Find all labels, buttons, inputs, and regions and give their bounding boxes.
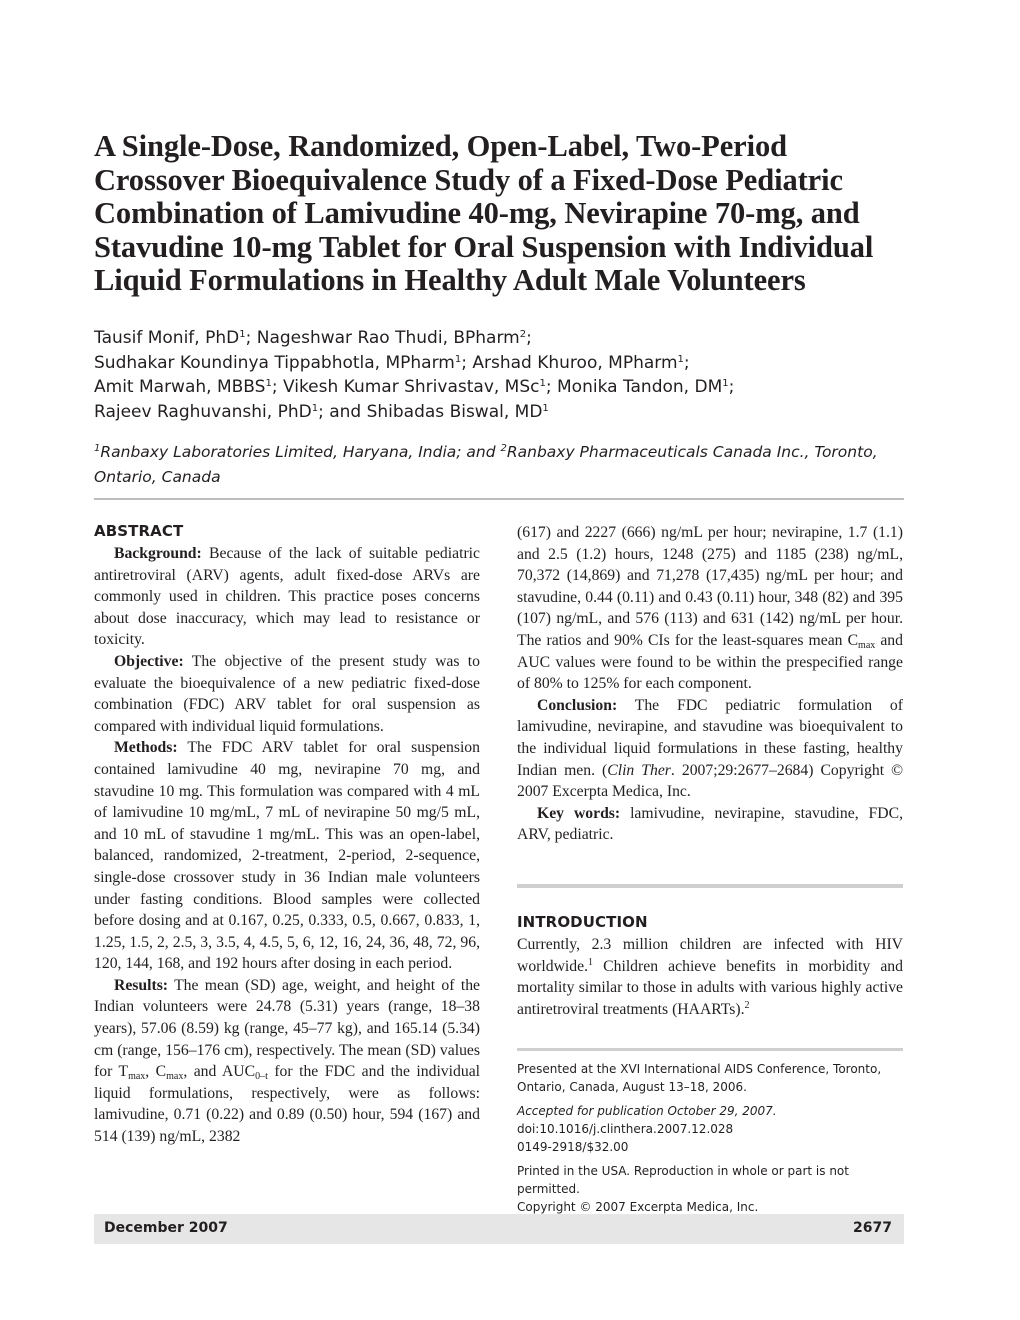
abstract-results: Results: The mean (SD) age, weight, and height of the Indian volunteers were 24.78 (5.31) years (range, 18–38 years), 57.06 (8.59) kg (range, 45–77 kg), and 165.14 (5.34) cm (range, 156–176 cm), respectively. The mean (SD) values for $T_{max}$, $C_{max}$, and $AUC_{0-t}$ for the FDC and the individual liquid formulations, respectively, were as follows: lamivudine, 0.71 (0.22) and 0.89 (0.50) hour, 594 (167) and 514 (139) ng/mL, 2382 <box>94 976 481 1146</box>
article-title: A Single-Dose, Randomized, Open-Label, Two-Period Crossover Bioequivalence Study of a Fixed-Dose Pediatric Combination of Lamivudine 40-mg, Nevirapine 70-mg, and Stavudine 10-mg Tablet for Oral Suspension with Individual Liquid Formulations in Healthy Adult Male Volunteers <box>94 129 874 297</box>
footnote-divider <box>517 1048 903 1051</box>
presented-note: Presented at the XVI International AIDS Conference, Toronto, Ontario, Canada, August 13–18, 2006. <box>517 1062 882 1094</box>
printed-note: Printed in the USA. Reproduction in whole or part is not permitted. <box>517 1164 849 1196</box>
accepted-note: Accepted for publication October 29, 2007. <box>517 1104 777 1118</box>
abstract-methods: Methods: The FDC ARV tablet for oral suspension contained lamivudine 40 mg, nevirapine 70 mg, and stavudine 10 mg. This formulation was compared with 4 mL of lamivudine 10 mg/mL, 7 mL of nevirapine 50 mg/5 mL, and 10 mL of stavudine 1 mg/mL. This was an open-label, balanced, randomized, 2-treatment, 2-period, 2-sequence, single-dose crossover study in 36 Indian male volunteers under fasting conditions. Blood samples were collected before dosing and at 0.167, 0.25, 0.333, 0.5, 0.667, 0.833, 1, 1.25, 1.5, 2, 2.5, 3, 3.5, 4, 4.5, 5, 6, 12, 16, 24, 36, 48, 72, 96, 120, 144, 168, and 192 hours after dosing in each period. <box>94 739 480 973</box>
header-divider <box>94 498 904 500</box>
introduction-paragraph: Currently, 2.3 million children are infected with HIV worldwide.$^1$ Children achieve benefits in morbidity and mortality similar to those in adults with various highly active antiretroviral treatments (HAARTs).$^2$ <box>517 936 903 1018</box>
page-number: 2677 <box>853 1220 892 1236</box>
author-line: Tausif Monif, PhD$^1$; Nageshwar Rao Thudi, BPharm$^2$; <box>94 328 532 348</box>
abstract-left-column <box>94 520 480 1148</box>
doi-note: doi:10.1016/j.clinthera.2007.12.028 <box>517 1122 734 1136</box>
author-list <box>94 326 924 424</box>
article-footnotes <box>517 1060 903 1216</box>
abstract-divider <box>517 884 903 888</box>
copyright-note: Copyright © 2007 Excerpta Medica, Inc. <box>517 1200 759 1214</box>
author-line: Rajeev Raghuvanshi, PhD$^1$; and Shibadas Biswal, $MD^1$ <box>94 401 549 422</box>
abstract-results-continued: (617) and 2227 (666) ng/mL per hour; nevirapine, 1.7 (1.1) and 2.5 (1.2) hours, 1248 (275) and 1185 (238) ng/mL, 70,372 (14,869) and 71,278 (17,435) ng/mL per hour; and stavudine, 0.44 (0.11) and 0.43 (0.11) hour, 348 (82) and 395 (107) ng/mL, and 576 (113) and 631 (142) ng/mL per hour. The ratios and 90% CIs for the least-squares mean $C_{max}$ and AUC values were found to be within the prespecified range of 80% to 125% for each component. <box>517 524 903 693</box>
author-line: Amit Marwah, MBBS$^1$; Vikesh Kumar Shrivastav, MSc$^1$; Monika Tandon, $DM^1$; <box>94 377 735 397</box>
abstract-right-column <box>517 522 903 846</box>
abstract-keywords: Key words: lamivudine, nevirapine, stavudine, FDC, ARV, pediatric. <box>517 804 903 844</box>
issue-date: December 2007 <box>104 1220 228 1236</box>
introduction-heading: INTRODUCTION <box>517 913 648 931</box>
introduction-section <box>517 911 903 1020</box>
issn-note: 0149-2918/$32.00 <box>517 1140 629 1154</box>
abstract-background: Background: Because of the lack of suitable pediatric antiretroviral (ARV) agents, adult fixed-dose ARVs are commonly used in children. This practice poses concerns about dose inaccuracy, which may lead to resistance or toxicity. <box>94 545 480 649</box>
abstract-objective: Objective: The objective of the present study was to evaluate the bioequivalence of a new pediatric fixed-dose combination (FDC) ARV tablet for oral suspension as compared with individual liquid formulations. <box>94 652 480 735</box>
author-affiliation: $^1$Ranbaxy Laboratories Limited, Haryana, India; and $^2$Ranbaxy Pharmaceuticals Canada Inc., Toronto, Ontario, Canada <box>94 443 878 486</box>
abstract-heading: ABSTRACT <box>94 522 184 540</box>
author-line: Sudhakar Koundinya Tippabhotla, MPharm$^1$; Arshad Khuroo, MPharm$^1$; <box>94 352 690 373</box>
page-footer <box>94 1214 904 1244</box>
abstract-conclusion: Conclusion: The FDC pediatric formulation of lamivudine, nevirapine, and stavudine was bioequivalent to the individual liquid formulations in these fasting, healthy Indian men. (Clin Ther. 2007;29:2677–2684) Copyright © 2007 Excerpta Medica, Inc. <box>517 696 903 801</box>
